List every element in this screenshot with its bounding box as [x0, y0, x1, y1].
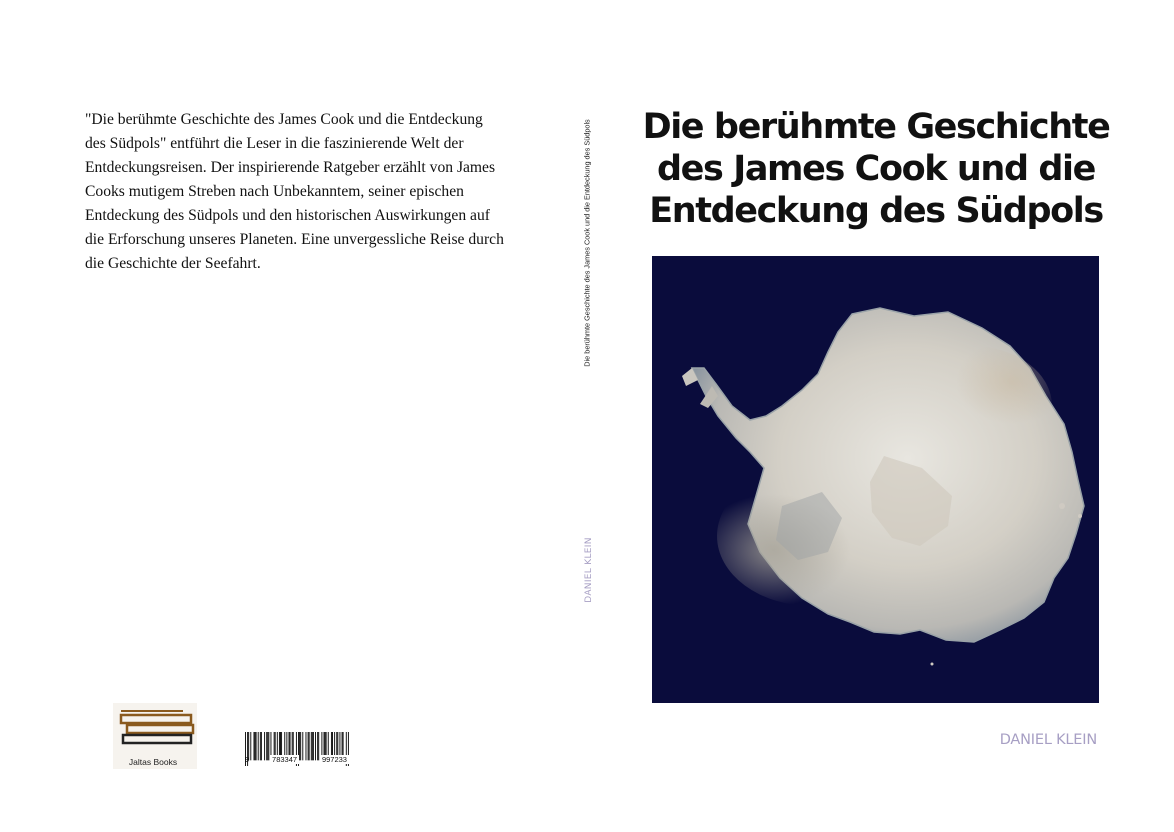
front-cover-title: Die berühmte Geschichte des James Cook und die Entdeckung des Südpols [642, 107, 1110, 231]
antarctica-satellite-image [652, 256, 1099, 703]
spine-title: Die berühmte Geschichte des James Cook und die Entdeckung des Südpols [582, 119, 592, 367]
back-cover-blurb: "Die berühmte Geschichte des James Cook und die Entdeckung des Südpols" entführt die Leser in die faszinierende Welt der Entdeckungsreisen. Der inspirierende Ratgeber erzählt von James Cooks mutigem Streben nach Unbekanntem, seiner epischen Entdeckung des Südpols und den historischen Auswirkungen auf die Erforschung unseres Planeten. Eine unvergessliche Reise durch die Geschichte der Seefahrt. [85, 111, 504, 272]
spine-author: DANIEL KLEIN [584, 537, 594, 603]
isbn-group-1: 783347 [272, 755, 298, 764]
publisher-name: Jaltas Books [128, 757, 178, 767]
cover-image-antarctica [652, 256, 1099, 703]
front-cover-author: DANIEL KLEIN [999, 732, 1097, 748]
isbn-group-2: 997233 [321, 755, 347, 764]
isbn-lead-digit: 9 [245, 755, 250, 764]
isbn-digits [245, 755, 349, 764]
